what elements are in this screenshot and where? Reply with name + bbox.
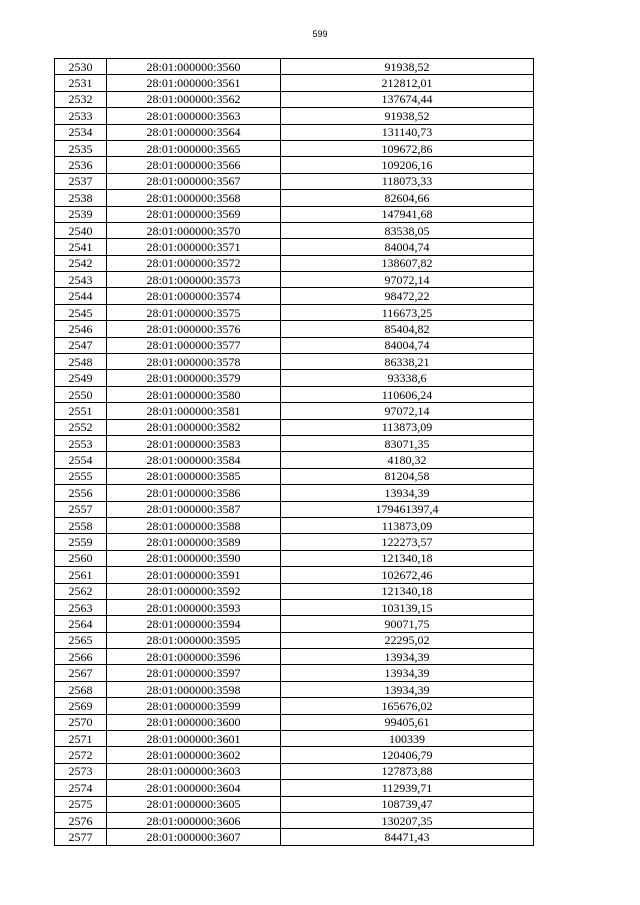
table-row (55, 272, 534, 288)
cadastral-number-cell: 28:01:000000:3600 (107, 714, 281, 730)
value-cell: 102672,46 (281, 567, 534, 583)
value-cell: 118073,33 (281, 173, 534, 189)
table-row (55, 124, 534, 140)
row-number-cell: 2550 (55, 386, 107, 402)
cadastral-number-cell: 28:01:000000:3585 (107, 468, 281, 484)
row-number-cell: 2538 (55, 190, 107, 206)
table-row (55, 599, 534, 615)
value-cell: 13934,39 (281, 665, 534, 681)
row-number-cell: 2573 (55, 763, 107, 779)
table-row (55, 534, 534, 550)
table-row (55, 698, 534, 714)
cadastral-number-cell: 28:01:000000:3596 (107, 649, 281, 665)
row-number-cell: 2548 (55, 354, 107, 370)
value-cell: 100339 (281, 731, 534, 747)
cadastral-number-cell: 28:01:000000:3563 (107, 108, 281, 124)
cadastral-number-cell: 28:01:000000:3570 (107, 222, 281, 238)
row-number-cell: 2532 (55, 91, 107, 107)
value-cell: 112939,71 (281, 780, 534, 796)
table-row (55, 108, 534, 124)
row-number-cell: 2558 (55, 517, 107, 533)
cadastral-number-cell: 28:01:000000:3562 (107, 91, 281, 107)
cadastral-value-table (54, 58, 534, 846)
cadastral-number-cell: 28:01:000000:3575 (107, 304, 281, 320)
cadastral-number-cell: 28:01:000000:3574 (107, 288, 281, 304)
cadastral-number-cell: 28:01:000000:3577 (107, 337, 281, 353)
row-number-cell: 2559 (55, 534, 107, 550)
value-cell: 103139,15 (281, 599, 534, 615)
row-number-cell: 2570 (55, 714, 107, 730)
row-number-cell: 2567 (55, 665, 107, 681)
cadastral-number-cell: 28:01:000000:3566 (107, 157, 281, 173)
cadastral-number-cell: 28:01:000000:3601 (107, 731, 281, 747)
value-cell: 93338,6 (281, 370, 534, 386)
cadastral-number-cell: 28:01:000000:3599 (107, 698, 281, 714)
row-number-cell: 2536 (55, 157, 107, 173)
table-row (55, 632, 534, 648)
cadastral-number-cell: 28:01:000000:3573 (107, 272, 281, 288)
value-cell: 13934,39 (281, 649, 534, 665)
table-row (55, 616, 534, 632)
table-row (55, 370, 534, 386)
table-row (55, 403, 534, 419)
row-number-cell: 2568 (55, 681, 107, 697)
table-row (55, 419, 534, 435)
cadastral-number-cell: 28:01:000000:3593 (107, 599, 281, 615)
row-number-cell: 2533 (55, 108, 107, 124)
value-cell: 98472,22 (281, 288, 534, 304)
cadastral-number-cell: 28:01:000000:3586 (107, 485, 281, 501)
row-number-cell: 2563 (55, 599, 107, 615)
row-number-cell: 2569 (55, 698, 107, 714)
row-number-cell: 2535 (55, 140, 107, 156)
table-row (55, 321, 534, 337)
value-cell: 91938,52 (281, 59, 534, 75)
row-number-cell: 2552 (55, 419, 107, 435)
table-row (55, 485, 534, 501)
value-cell: 81204,58 (281, 468, 534, 484)
row-number-cell: 2543 (55, 272, 107, 288)
table-row (55, 517, 534, 533)
table-row (55, 812, 534, 828)
row-number-cell: 2564 (55, 616, 107, 632)
row-number-cell: 2545 (55, 304, 107, 320)
value-cell: 90071,75 (281, 616, 534, 632)
cadastral-number-cell: 28:01:000000:3597 (107, 665, 281, 681)
value-cell: 109672,86 (281, 140, 534, 156)
value-cell: 110606,24 (281, 386, 534, 402)
row-number-cell: 2574 (55, 780, 107, 796)
row-number-cell: 2554 (55, 452, 107, 468)
table-row (55, 435, 534, 451)
table-row (55, 222, 534, 238)
row-number-cell: 2531 (55, 75, 107, 91)
cadastral-number-cell: 28:01:000000:3595 (107, 632, 281, 648)
row-number-cell: 2576 (55, 812, 107, 828)
cadastral-number-cell: 28:01:000000:3606 (107, 812, 281, 828)
value-cell: 86338,21 (281, 354, 534, 370)
cadastral-number-cell: 28:01:000000:3561 (107, 75, 281, 91)
value-cell: 97072,14 (281, 403, 534, 419)
cadastral-number-cell: 28:01:000000:3582 (107, 419, 281, 435)
value-cell: 85404,82 (281, 321, 534, 337)
table-row (55, 206, 534, 222)
cadastral-number-cell: 28:01:000000:3579 (107, 370, 281, 386)
table-row (55, 255, 534, 271)
value-cell: 84471,43 (281, 829, 534, 845)
row-number-cell: 2571 (55, 731, 107, 747)
value-cell: 165676,02 (281, 698, 534, 714)
row-number-cell: 2546 (55, 321, 107, 337)
cadastral-number-cell: 28:01:000000:3591 (107, 567, 281, 583)
table-row (55, 304, 534, 320)
table-row (55, 731, 534, 747)
value-cell: 13934,39 (281, 485, 534, 501)
value-cell: 91938,52 (281, 108, 534, 124)
value-cell: 83538,05 (281, 222, 534, 238)
table-row (55, 91, 534, 107)
value-cell: 108739,47 (281, 796, 534, 812)
value-cell: 82604,66 (281, 190, 534, 206)
row-number-cell: 2530 (55, 59, 107, 75)
table-row (55, 583, 534, 599)
cadastral-number-cell: 28:01:000000:3576 (107, 321, 281, 337)
value-cell: 22295,02 (281, 632, 534, 648)
row-number-cell: 2539 (55, 206, 107, 222)
row-number-cell: 2577 (55, 829, 107, 845)
value-cell: 84004,74 (281, 239, 534, 255)
value-cell: 127873,88 (281, 763, 534, 779)
cadastral-number-cell: 28:01:000000:3560 (107, 59, 281, 75)
table-row (55, 780, 534, 796)
table-row (55, 157, 534, 173)
cadastral-number-cell: 28:01:000000:3564 (107, 124, 281, 140)
row-number-cell: 2547 (55, 337, 107, 353)
page-number: 599 (312, 29, 328, 39)
row-number-cell: 2541 (55, 239, 107, 255)
value-cell: 97072,14 (281, 272, 534, 288)
cadastral-number-cell: 28:01:000000:3603 (107, 763, 281, 779)
value-cell: 130207,35 (281, 812, 534, 828)
table-row (55, 747, 534, 763)
table-row (55, 649, 534, 665)
row-number-cell: 2560 (55, 550, 107, 566)
cadastral-number-cell: 28:01:000000:3605 (107, 796, 281, 812)
cadastral-number-cell: 28:01:000000:3578 (107, 354, 281, 370)
cadastral-number-cell: 28:01:000000:3592 (107, 583, 281, 599)
table-row (55, 239, 534, 255)
row-number-cell: 2553 (55, 435, 107, 451)
row-number-cell: 2540 (55, 222, 107, 238)
cadastral-number-cell: 28:01:000000:3602 (107, 747, 281, 763)
cadastral-number-cell: 28:01:000000:3589 (107, 534, 281, 550)
cadastral-number-cell: 28:01:000000:3598 (107, 681, 281, 697)
table-row (55, 452, 534, 468)
table-row (55, 763, 534, 779)
table-row (55, 75, 534, 91)
value-cell: 147941,68 (281, 206, 534, 222)
row-number-cell: 2575 (55, 796, 107, 812)
value-cell: 179461397,4 (281, 501, 534, 517)
value-cell: 113873,09 (281, 419, 534, 435)
table-row (55, 796, 534, 812)
table-row (55, 501, 534, 517)
cadastral-number-cell: 28:01:000000:3572 (107, 255, 281, 271)
value-cell: 84004,74 (281, 337, 534, 353)
cadastral-number-cell: 28:01:000000:3587 (107, 501, 281, 517)
value-cell: 83071,35 (281, 435, 534, 451)
value-cell: 13934,39 (281, 681, 534, 697)
table-row (55, 288, 534, 304)
cadastral-number-cell: 28:01:000000:3565 (107, 140, 281, 156)
row-number-cell: 2542 (55, 255, 107, 271)
row-number-cell: 2544 (55, 288, 107, 304)
row-number-cell: 2565 (55, 632, 107, 648)
row-number-cell: 2551 (55, 403, 107, 419)
value-cell: 99405,61 (281, 714, 534, 730)
value-cell: 4180,32 (281, 452, 534, 468)
table-row (55, 665, 534, 681)
cadastral-number-cell: 28:01:000000:3581 (107, 403, 281, 419)
table-row (55, 468, 534, 484)
cadastral-number-cell: 28:01:000000:3607 (107, 829, 281, 845)
table-row (55, 190, 534, 206)
table-row (55, 337, 534, 353)
value-cell: 121340,18 (281, 550, 534, 566)
table-row (55, 386, 534, 402)
row-number-cell: 2537 (55, 173, 107, 189)
table-row (55, 173, 534, 189)
value-cell: 109206,16 (281, 157, 534, 173)
value-cell: 120406,79 (281, 747, 534, 763)
cadastral-number-cell: 28:01:000000:3594 (107, 616, 281, 632)
table-row (55, 354, 534, 370)
cadastral-number-cell: 28:01:000000:3571 (107, 239, 281, 255)
table-row (55, 829, 534, 845)
value-cell: 138607,82 (281, 255, 534, 271)
value-cell: 122273,57 (281, 534, 534, 550)
cadastral-number-cell: 28:01:000000:3569 (107, 206, 281, 222)
cadastral-number-cell: 28:01:000000:3588 (107, 517, 281, 533)
cadastral-number-cell: 28:01:000000:3583 (107, 435, 281, 451)
row-number-cell: 2549 (55, 370, 107, 386)
cadastral-number-cell: 28:01:000000:3568 (107, 190, 281, 206)
row-number-cell: 2561 (55, 567, 107, 583)
cadastral-number-cell: 28:01:000000:3604 (107, 780, 281, 796)
row-number-cell: 2557 (55, 501, 107, 517)
table-row (55, 714, 534, 730)
table-row (55, 140, 534, 156)
cadastral-number-cell: 28:01:000000:3580 (107, 386, 281, 402)
table-row (55, 59, 534, 75)
row-number-cell: 2555 (55, 468, 107, 484)
row-number-cell: 2556 (55, 485, 107, 501)
row-number-cell: 2572 (55, 747, 107, 763)
cadastral-number-cell: 28:01:000000:3567 (107, 173, 281, 189)
row-number-cell: 2566 (55, 649, 107, 665)
value-cell: 137674,44 (281, 91, 534, 107)
table-row (55, 567, 534, 583)
cadastral-number-cell: 28:01:000000:3590 (107, 550, 281, 566)
row-number-cell: 2534 (55, 124, 107, 140)
table-row (55, 550, 534, 566)
value-cell: 113873,09 (281, 517, 534, 533)
cadastral-number-cell: 28:01:000000:3584 (107, 452, 281, 468)
value-cell: 121340,18 (281, 583, 534, 599)
table-body (55, 59, 534, 846)
value-cell: 116673,25 (281, 304, 534, 320)
table-row (55, 681, 534, 697)
value-cell: 212812,01 (281, 75, 534, 91)
row-number-cell: 2562 (55, 583, 107, 599)
value-cell: 131140,73 (281, 124, 534, 140)
